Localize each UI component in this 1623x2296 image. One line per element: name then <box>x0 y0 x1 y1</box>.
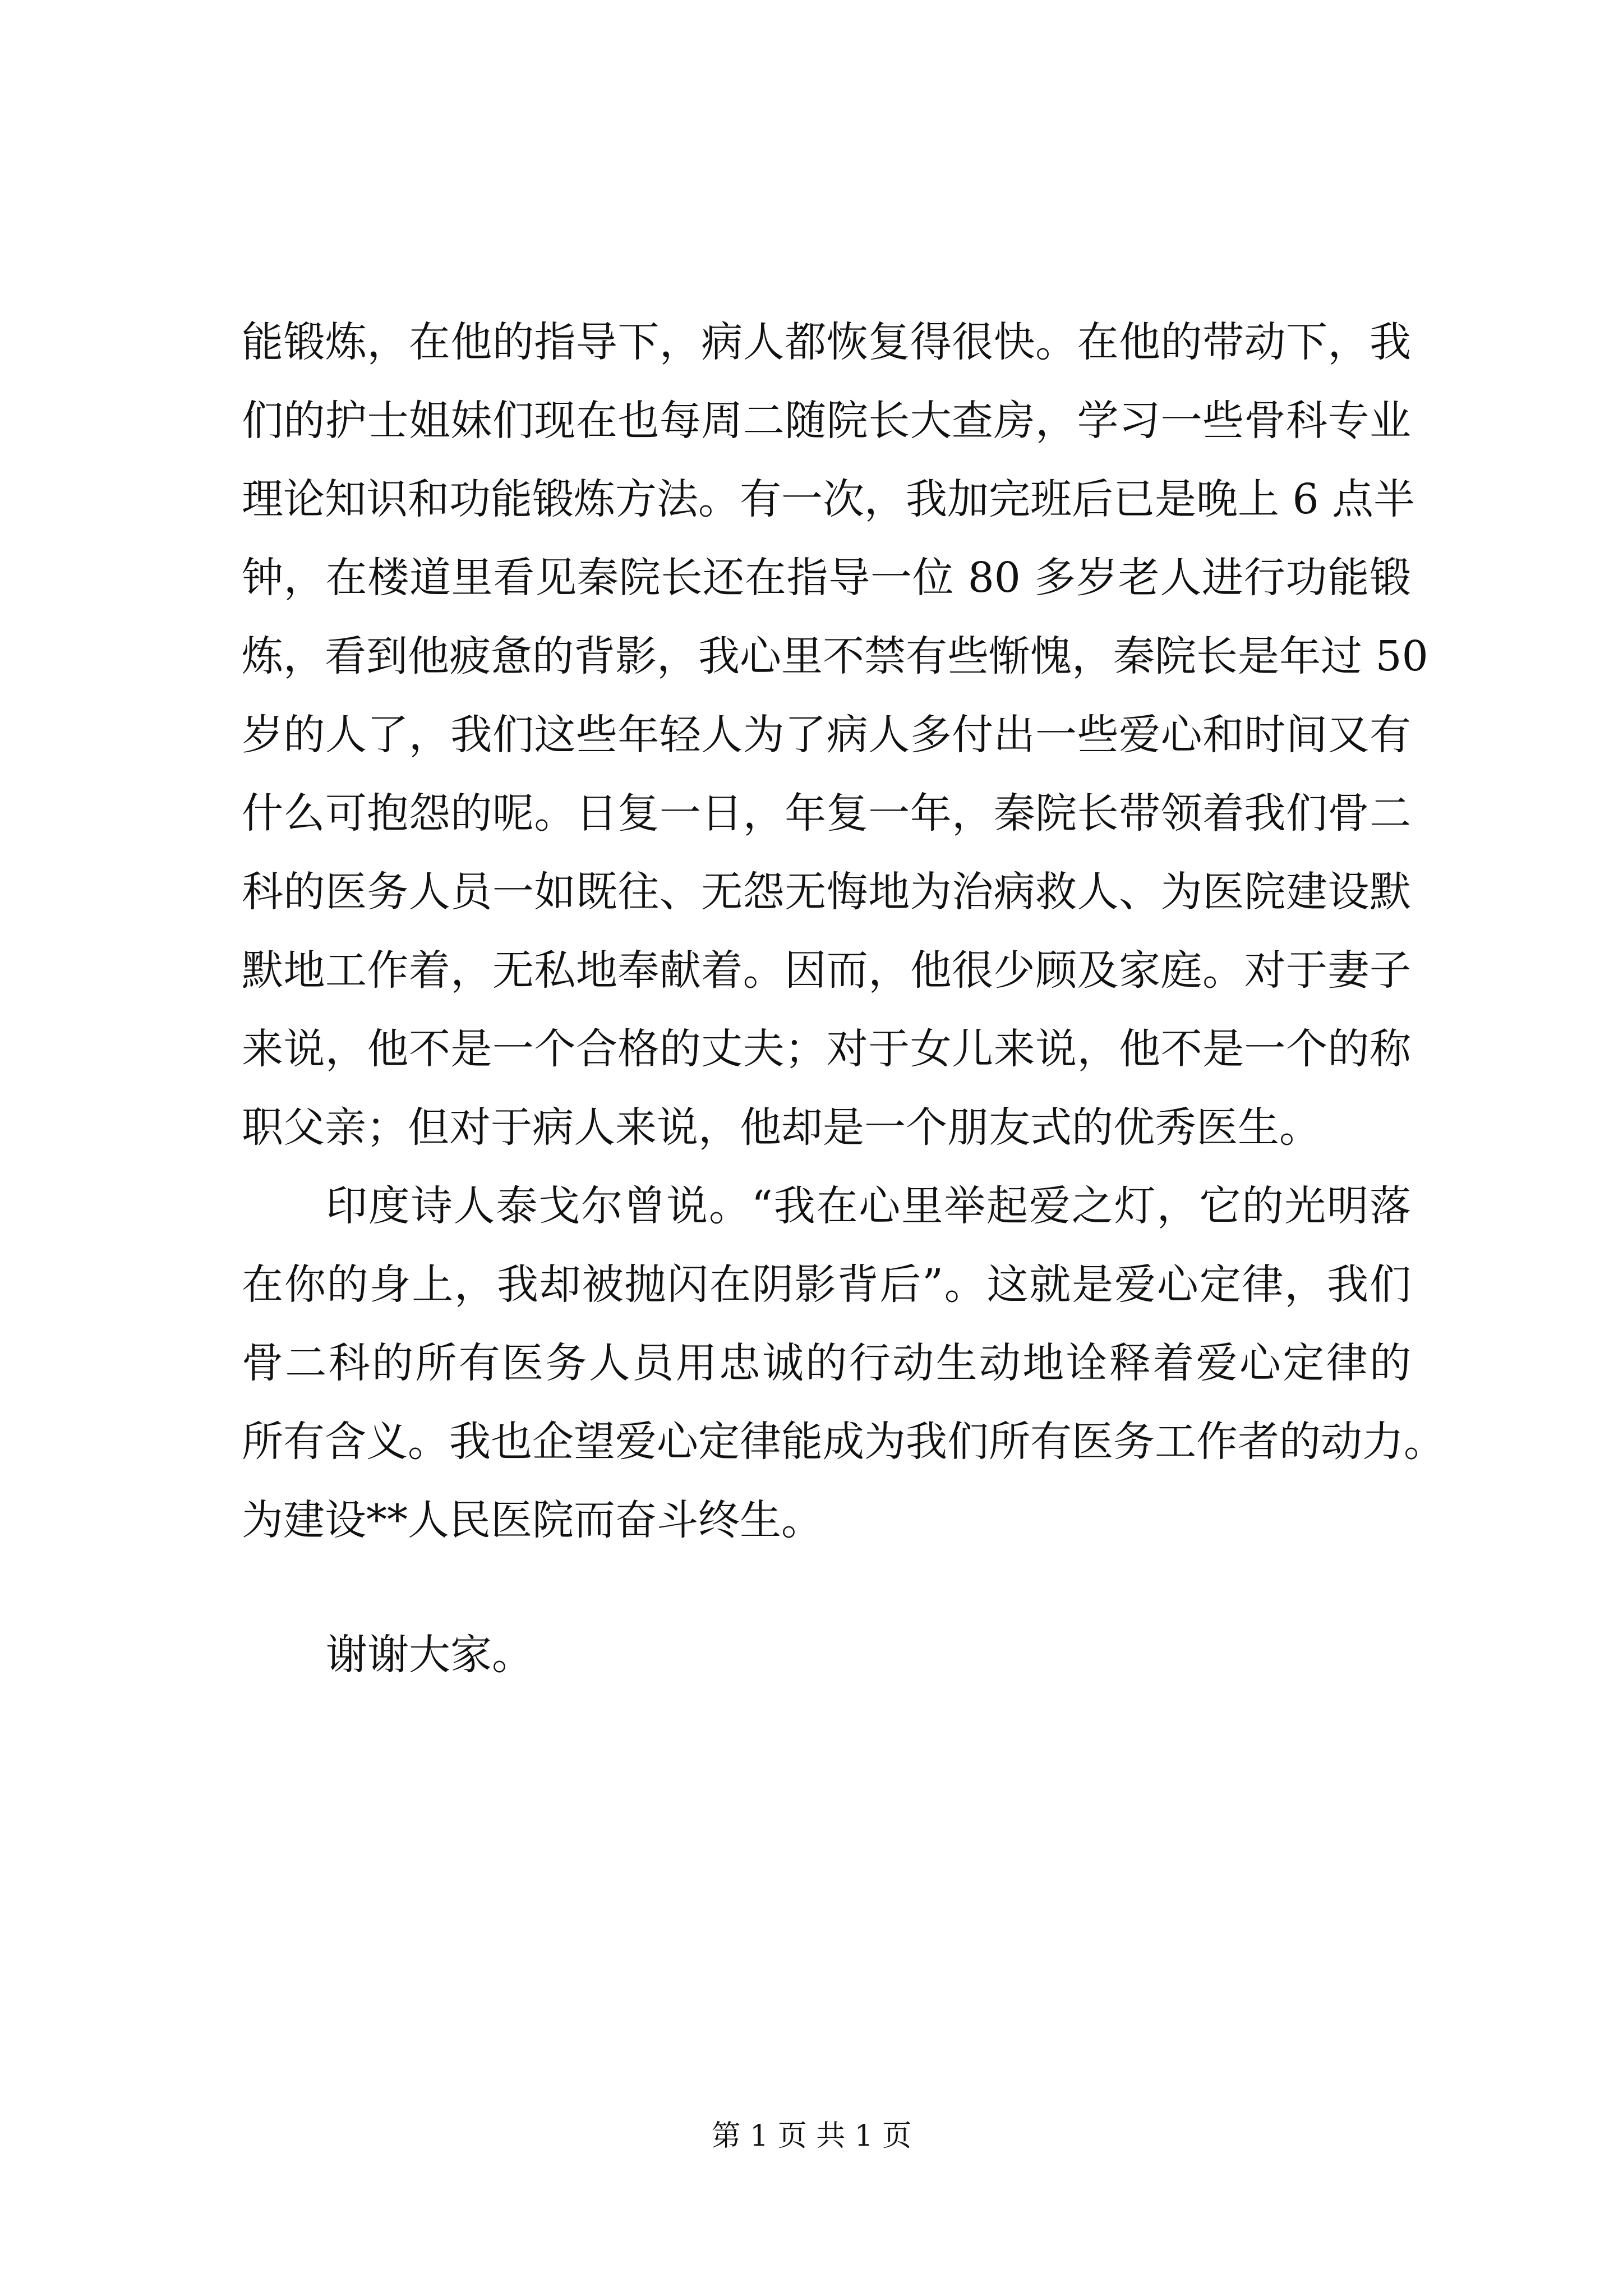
paragraph-line: 能锻炼，在他的指导下，病人都恢复得很快。在他的带动下，我 <box>242 318 1411 366</box>
paragraph-2 <box>242 1167 1445 1559</box>
paragraph-line: 钟，在楼道里看见秦院长还在指导一位 80 多岁老人进行功能锻 <box>242 554 1411 602</box>
paragraph-line: 印度诗人泰戈尔曾说。“我在心里举起爱之灯，它的光明落 <box>326 1182 1411 1230</box>
paragraph-1 <box>242 303 1428 1167</box>
closing-paragraph: 谢谢大家。 <box>326 1631 533 1679</box>
paragraph-line: 在你的身上，我却被抛闪在阴影背后”。这就是爱心定律，我们 <box>242 1260 1411 1309</box>
paragraph-line: 科的医务人员一如既往、无怨无悔地为治病救人、为医院建设默 <box>242 868 1411 916</box>
paragraph-line: 默地工作着，无私地奉献着。因而，他很少顾及家庭。对于妻子 <box>242 946 1411 995</box>
page-footer: 第 1 页 共 1 页 <box>711 2119 912 2153</box>
paragraph-line: 岁的人了，我们这些年轻人为了病人多付出一些爱心和时间又有 <box>242 711 1411 759</box>
document-body <box>242 303 1445 1559</box>
paragraph-line: 理论知识和功能锻炼方法。有一次，我加完班后已是晚上 6 点半 <box>242 475 1415 523</box>
paragraph-line: 骨二科的所有医务人员用忠诚的行动生动地诠释着爱心定律的 <box>242 1339 1411 1387</box>
paragraph-line: 炼，看到他疲惫的背影，我心里不禁有些惭愧，秦院长是年过 50 <box>242 632 1428 680</box>
paragraph-line: 为建设**人民医院而奋斗终生。 <box>242 1496 823 1544</box>
paragraph-line: 来说，他不是一个合格的丈夫；对于女儿来说，他不是一个的称 <box>242 1025 1411 1073</box>
paragraph-line: 职父亲；但对于病人来说，他却是一个朋友式的优秀医生。 <box>242 1103 1321 1152</box>
paragraph-line: 们的护士姐妹们现在也每周二随院长大查房，学习一些骨科专业 <box>242 397 1411 445</box>
paragraph-line: 所有含义。我也企望爱心定律能成为我们所有医务工作者的动力。 <box>242 1418 1445 1466</box>
paragraph-line: 什么可抱怨的呢。日复一日，年复一年，秦院长带领着我们骨二 <box>242 789 1411 838</box>
